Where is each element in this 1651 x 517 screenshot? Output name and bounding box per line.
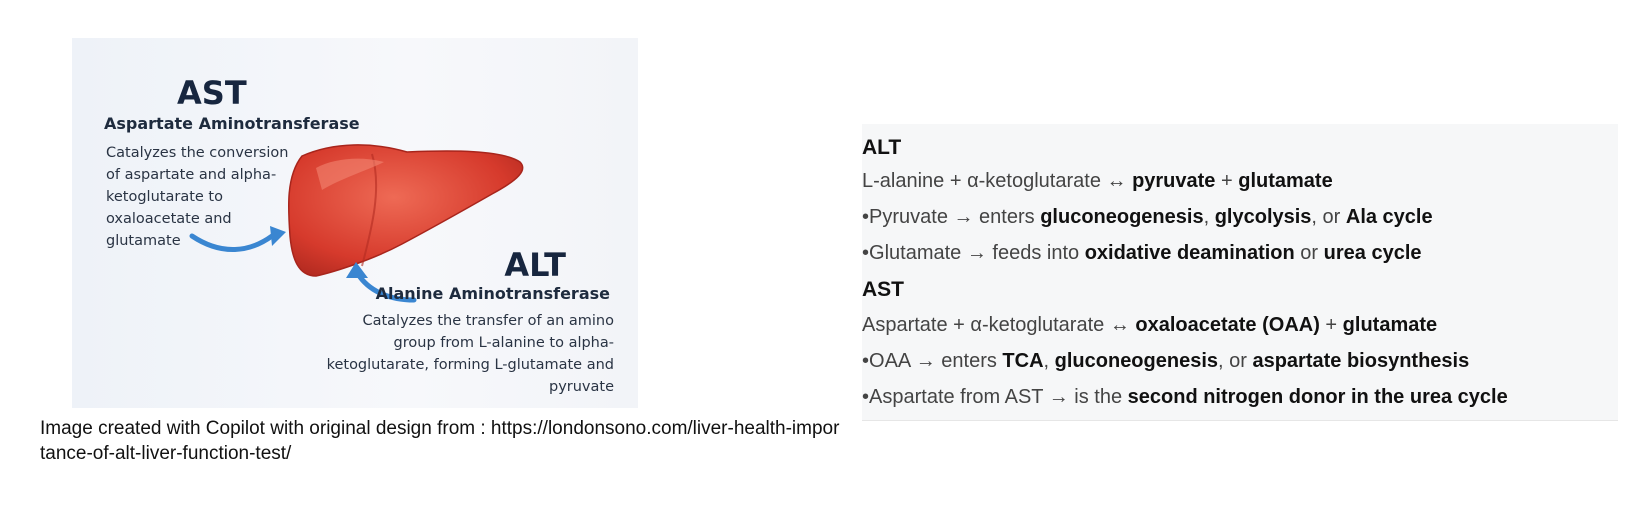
alt-title: ALT	[504, 246, 566, 284]
alt-substrates: L-alanine + α-ketoglutarate ↔	[862, 170, 1133, 192]
alt-b1-term-2: glycolysis	[1214, 206, 1312, 228]
bullet-icon: •	[862, 386, 870, 408]
alt-b2-term-2: urea cycle	[1323, 242, 1422, 264]
alt-reaction	[862, 170, 1333, 193]
enzyme-illustration	[72, 38, 638, 408]
alt-b1-text: Pyruvate → enters	[869, 206, 1041, 228]
alt-bullet-pyruvate	[862, 206, 1433, 229]
bullet-icon: •	[862, 206, 870, 228]
ast-product-2: glutamate	[1342, 314, 1438, 336]
alt-plus: +	[1215, 170, 1239, 192]
ast-bullet-aspartate	[862, 386, 1508, 409]
ast-b1-sep-2: , or	[1218, 350, 1253, 372]
alt-b1-term-3: Ala cycle	[1345, 206, 1433, 228]
ast-b1-sep-1: ,	[1043, 350, 1055, 372]
ast-product-1: oxaloacetate (OAA)	[1135, 314, 1320, 336]
alt-b2-sep: or	[1294, 242, 1324, 264]
image-caption: Image created with Copilot with original design from : https://londonsono.com/liver-health-importance-of-alt-liver-function-test/	[40, 418, 840, 464]
alt-bullet-glutamate	[862, 242, 1422, 265]
bullet-icon: •	[862, 350, 870, 372]
bullet-icon: •	[862, 242, 870, 264]
alt-heading: ALT	[862, 136, 902, 159]
reaction-notes-panel	[862, 124, 1618, 421]
alt-b1-term-1: gluconeogenesis	[1040, 206, 1204, 228]
alt-full-name: Alanine Aminotransferase	[375, 284, 610, 303]
ast-plus: +	[1319, 314, 1343, 336]
alt-b1-sep-2: , or	[1311, 206, 1346, 228]
ast-bullet-oaa	[862, 350, 1469, 373]
alt-product-1: pyruvate	[1132, 170, 1216, 192]
ast-b2-text: Aspartate from AST → is the	[869, 386, 1128, 408]
ast-b1-text: OAA → enters	[869, 350, 1003, 372]
ast-title: AST	[177, 74, 247, 112]
ast-reaction	[862, 314, 1437, 337]
ast-b1-term-2: gluconeogenesis	[1054, 350, 1219, 372]
ast-substrates: Aspartate + α-ketoglutarate ↔	[862, 314, 1136, 336]
ast-b1-term-1: TCA	[1002, 350, 1044, 372]
alt-b2-term-1: oxidative deamination	[1084, 242, 1295, 264]
ast-heading: AST	[862, 278, 904, 301]
alt-b2-text: Glutamate → feeds into	[869, 242, 1085, 264]
alt-b1-sep-1: ,	[1203, 206, 1215, 228]
ast-description: Catalyzes the conversion of aspartate and alpha-ketoglutarate to oxaloacetate and glutamate	[106, 145, 289, 249]
alt-description: Catalyzes the transfer of an amino group from L-alanine to alpha-ketoglutarate, forming L-glutamate and pyruvate	[326, 313, 614, 395]
ast-b1-term-3: aspartate biosynthesis	[1252, 350, 1470, 372]
alt-product-2: glutamate	[1238, 170, 1333, 192]
ast-b2-term: second nitrogen donor in the urea cycle	[1127, 386, 1508, 408]
ast-full-name: Aspartate Aminotransferase	[104, 114, 360, 133]
